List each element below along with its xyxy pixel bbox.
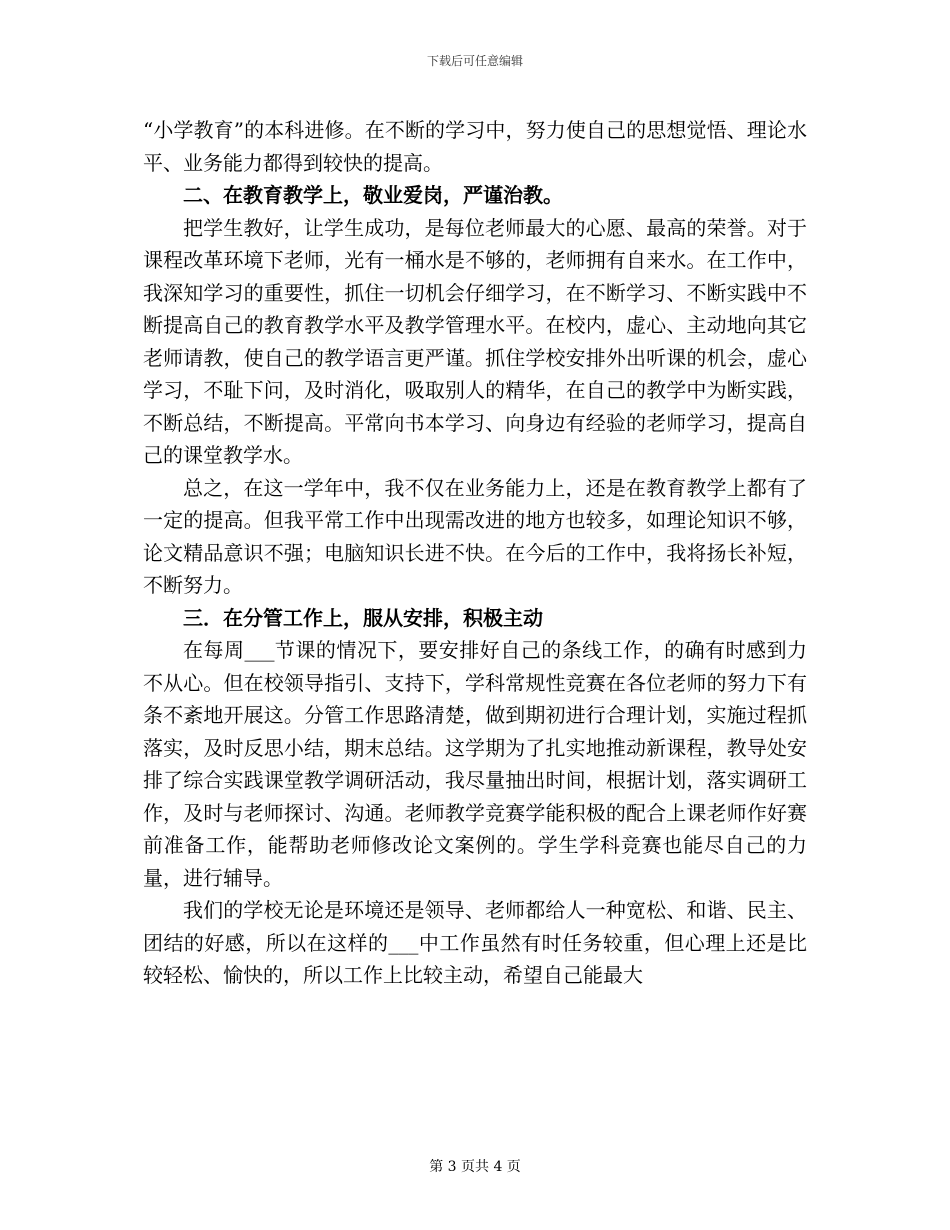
document-body (143, 114, 807, 992)
paragraph-continuation: “小学教育”的本科进修。在不断的学习中，努力使自己的思想觉悟、理论水平、业务能力都得到较快的提高。 (143, 118, 807, 175)
paragraph-management: 在每周___节课的情况下，要安排好自己的条线工作，的确有时感到力不从心。但在校领导指引、支持下，学科常规性竞赛在各位老师的努力下有条不紊地开展这。分管工作思路清楚，做到期初进行合理计划，实施过程抓落实，及时反思小结，期末总结。这学期为了扎实地推动新课程，教导处安排了综合实践课堂教学调研活动，我尽量抽出时间，根据计划，落实调研工作，及时与老师探讨、沟通。老师教学竞赛学能积极的配合上课老师作好赛前准备工作，能帮助老师修改论文案例的。学生学科竞赛也能尽自己的力量，进行辅导。 (143, 638, 807, 890)
section-heading-2: 二、在教育教学上，敬业爱岗，严谨治教。 (183, 183, 563, 207)
section-heading-3: 三．在分管工作上，服从安排，积极主动 (183, 605, 543, 630)
paragraph-school-environment: 我们的学校无论是环境还是领导、老师都给人一种宽松、和谐、民主、团结的好感，所以在这样的___中工作虽然有时任务较重，但心理上还是比较轻松、愉快的，所以工作上比较主动，希望自己能最大 (143, 898, 807, 987)
page-header: 下载后可任意编辑 (426, 54, 523, 68)
page-number: 第 3 页共 4 页 (429, 1159, 521, 1175)
paragraph-teaching: 把学生教好，让学生成功，是每位老师最大的心愿、最高的荣誉。对于课程改革环境下老师，光有一桶水是不够的，老师拥有自来水。在工作中，我深知学习的重要性，抓住一切机会仔细学习，在不断学习、不断实践中不断提高自己的教育教学水平及教学管理水平。在校内，虚心、主动地向其它老师请教，使自己的教学语言更严谨。抓住学校安排外出听课的机会，虚心学习，不耻下问，及时消化，吸取别人的精华，在自己的教学中为断实践，不断总结，不断提高。平常向书本学习、向身边有经验的老师学习，提高自己的课堂教学水。 (143, 215, 807, 467)
paragraph-summary: 总之，在这一学年中，我不仅在业务能力上，还是在教育教学上都有了一定的提高。但我平常工作中出现需改进的地方也较多，如理论知识不够，论文精品意识不强；电脑知识长进不快。在今后的工作中，我将扬长补短，不断努力。 (143, 475, 807, 597)
